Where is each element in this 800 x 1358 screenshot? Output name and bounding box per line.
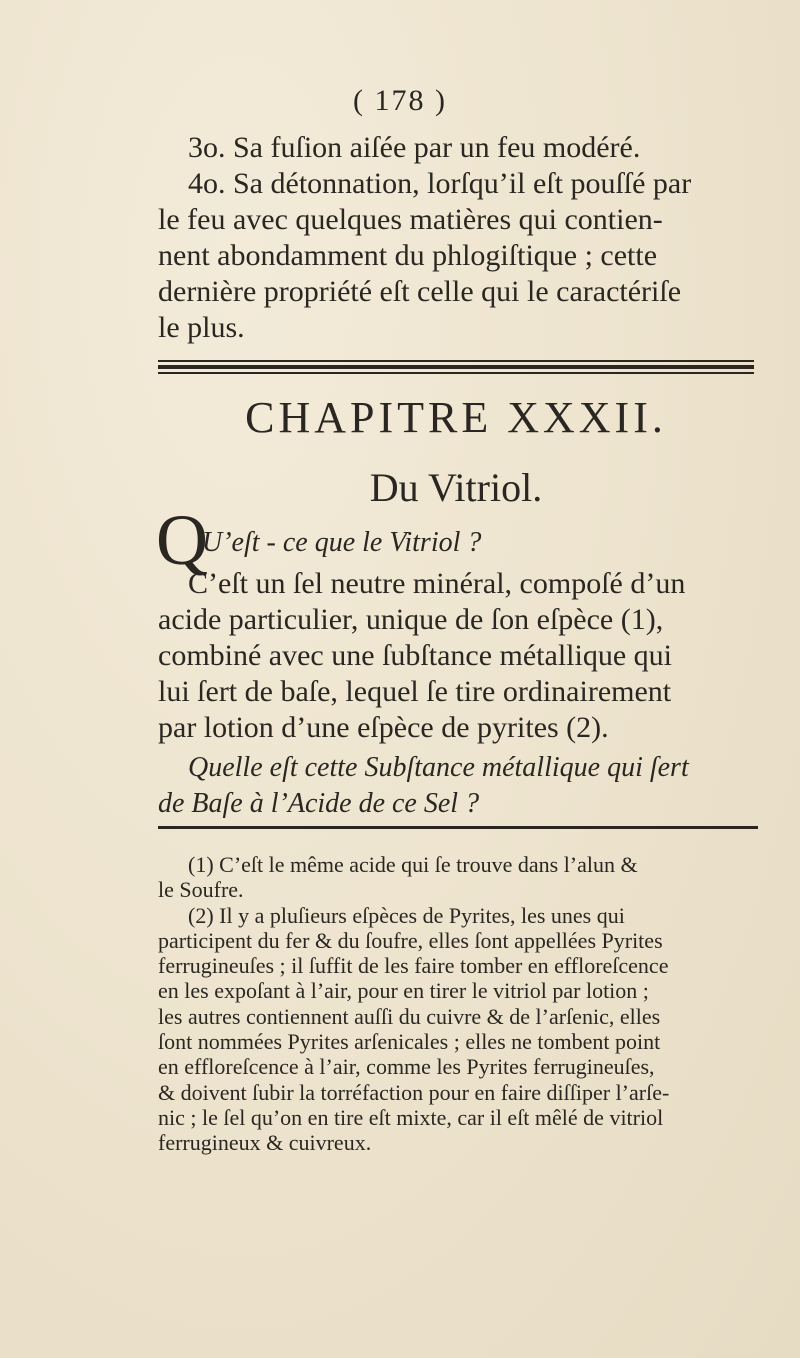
text-line: 4o. Sa détonnation, lorſqu’il eſt pouſſé par	[188, 167, 692, 200]
footnote-line: en effloreſcence à l’air, comme les Pyrites ferrugineuſes,	[158, 1054, 655, 1080]
footnote-line: ferrugineux & cuivreux.	[158, 1130, 372, 1156]
text-line: nent abondamment du phlogiſtique ; cette	[158, 239, 658, 272]
chapter-divider	[158, 360, 754, 374]
footnote-line: ferrugineuſes ; il ſuffit de les faire tomber en effloreſcence	[158, 953, 669, 979]
footnote-line: en les expoſant à l’air, pour en tirer le vitriol par lotion ;	[158, 978, 649, 1004]
footnote-line: nic ; le ſel qu’on en tire eſt mixte, car il eſt mêlé de vitriol	[158, 1104, 664, 1130]
drop-cap: Q	[156, 500, 208, 580]
text-line: C’eſt un ſel neutre minéral, compoſé d’un	[188, 567, 686, 600]
text-line: dernière propriété eſt celle qui le caractériſe	[158, 275, 682, 308]
footnote-line: ſont nommées Pyrites arſenicales ; elles ne tombent point	[158, 1029, 661, 1055]
chapter-title: CHAPITRE XXXII.	[245, 393, 667, 442]
text-line: de Baſe à l’Acide de ce Sel ?	[158, 788, 480, 819]
text-line: le feu avec quelques matières qui contien-	[158, 203, 663, 236]
chapter-subtitle: Du Vitriol.	[369, 465, 543, 510]
footnote-line: (1) C’eſt le même acide qui ſe trouve dans l’alun &	[188, 852, 638, 877]
answer-paragraph	[158, 566, 758, 746]
text-line: 3o. Sa fuſion aiſée par un feu modéré.	[188, 131, 641, 164]
question-1: U’eſt - ce que le Vitriol ?	[202, 527, 482, 558]
text-line: combiné avec une ſubſtance métallique qui	[158, 639, 672, 672]
intro-paragraph	[158, 130, 758, 346]
text-line: Quelle eſt cette Subſtance métallique qui ſert	[188, 752, 689, 783]
footnote-divider	[158, 826, 758, 829]
text-line: par lotion d’une eſpèce de pyrites (2).	[158, 711, 609, 744]
footnote-line: les autres contiennent auſſi du cuivre & de l’arſenic, elles	[158, 1003, 661, 1029]
footnotes	[158, 852, 764, 1156]
footnote-line: participent du fer & du ſoufre, elles ſont appellées Pyrites	[158, 927, 663, 953]
footnote-line: le Soufre.	[158, 877, 244, 903]
page-number: ( 178 )	[353, 84, 447, 117]
text-line: acide particulier, unique de ſon eſpèce (1),	[158, 603, 664, 636]
text-line: lui ſert de baſe, lequel ſe tire ordinairement	[158, 675, 672, 708]
footnote-line: (2) Il y a pluſieurs eſpèces de Pyrites, les unes qui	[188, 902, 625, 928]
text-line: le plus.	[158, 311, 245, 344]
footnote-line: & doivent ſubir la torréfaction pour en faire diſſiper l’arſe-	[158, 1079, 670, 1105]
question-2	[158, 750, 758, 822]
